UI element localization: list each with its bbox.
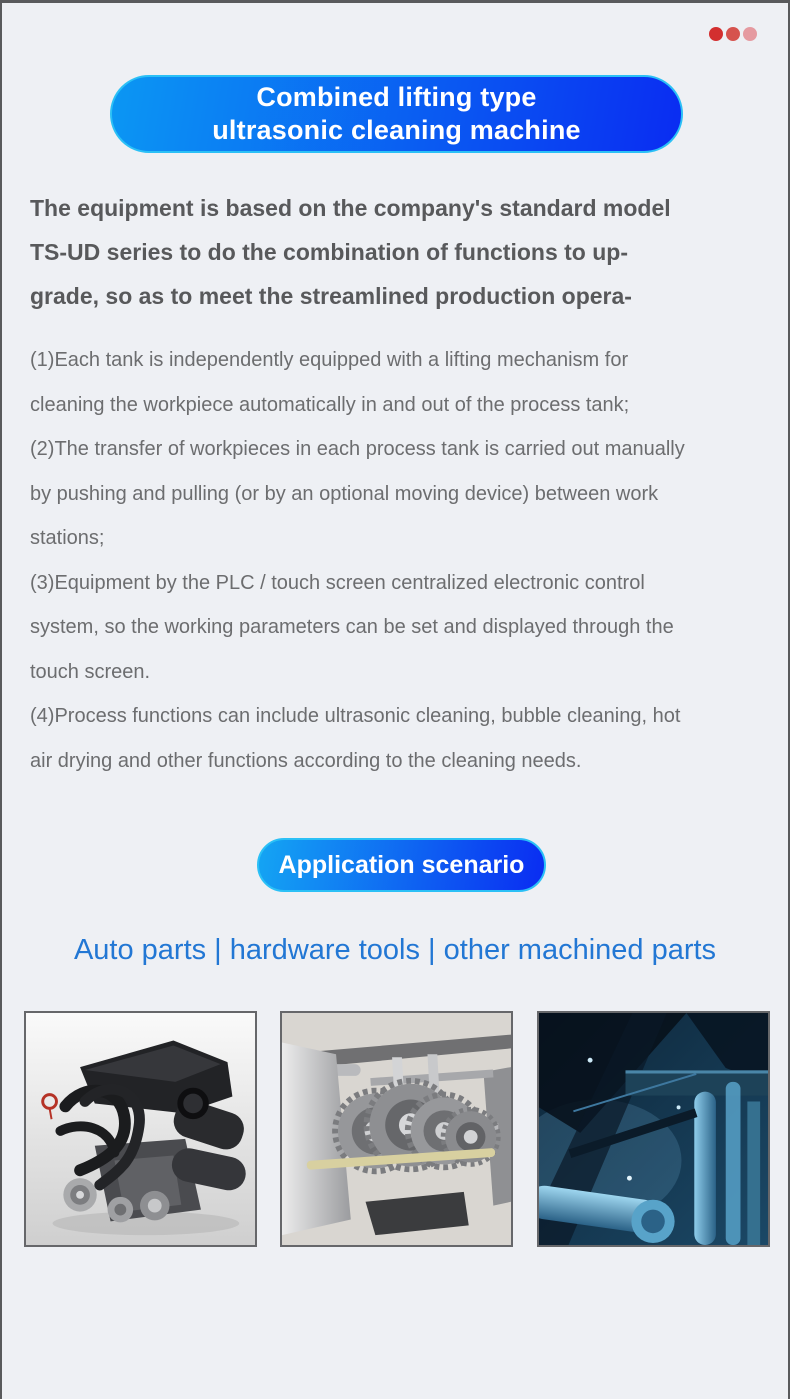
car-engine-photo	[24, 1011, 257, 1247]
carousel-dots	[709, 27, 757, 41]
page-title: Combined lifting type ultrasonic cleaning machine	[212, 82, 581, 145]
industrial-plant-illustration	[539, 1013, 768, 1245]
carousel-dot-3[interactable]	[743, 27, 757, 41]
industrial-plant-photo	[537, 1011, 770, 1247]
feature-item-1: (1)Each tank is independently equipped with a lifting mechanism for cleaning the workpiece automatically in and out of the process tank;	[30, 349, 630, 416]
carousel-dot-1[interactable]	[709, 27, 723, 41]
intro-paragraph: The equipment is based on the company's standard model TS-UD series to do the combination of functions to up- grade, so as to meet the streamlined production opera-	[30, 195, 671, 309]
application-scenario-label: Application scenario	[278, 850, 525, 879]
scenario-list: Auto parts | hardware tools | other machined parts	[73, 934, 717, 966]
feature-item-3: (3)Equipment by the PLC / touch screen centralized electronic control system, so the working parameters can be set and displayed through the touch screen.	[30, 571, 674, 683]
feature-list	[30, 338, 780, 783]
carousel-dot-2[interactable]	[726, 27, 740, 41]
gearbox-cutaway-photo	[280, 1011, 513, 1247]
application-scenario-button	[257, 838, 546, 892]
title-banner	[110, 75, 683, 153]
gearbox-cutaway-illustration	[282, 1013, 511, 1245]
car-engine-illustration	[26, 1013, 255, 1245]
feature-item-4: (4)Process functions can include ultrasonic cleaning, bubble cleaning, hot air drying and other functions according to the cleaning needs.	[30, 705, 681, 772]
feature-item-2: (2)The transfer of workpieces in each process tank is carried out manually by pushing and pulling (or by an optional moving device) between work stations;	[30, 438, 685, 549]
